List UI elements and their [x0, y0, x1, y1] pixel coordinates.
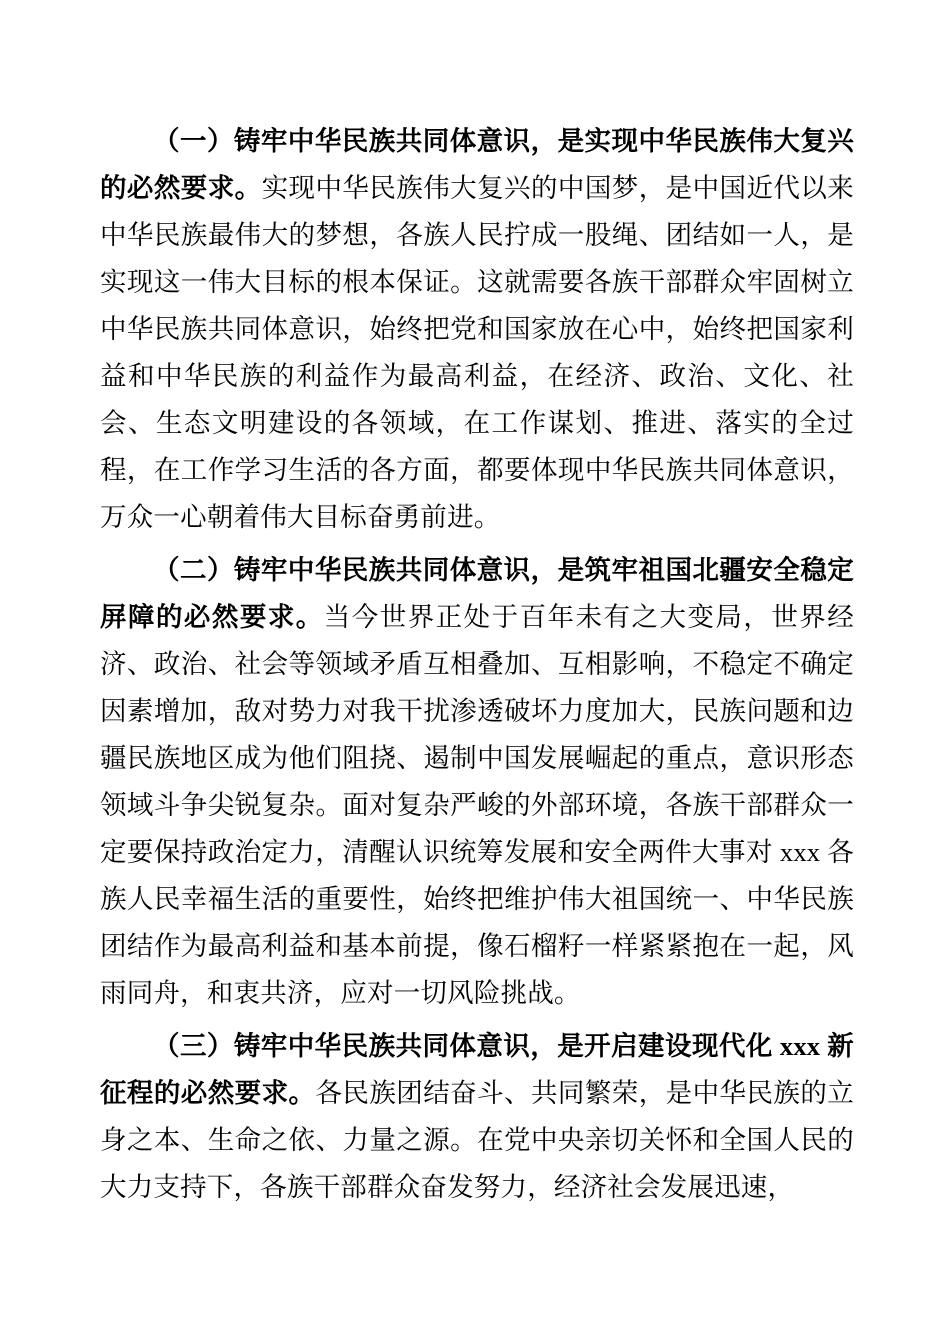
document-body [100, 118, 854, 1211]
paragraph-1-text: 实现中华民族伟大复兴的中国梦，是中国近代以来中华民族最伟大的梦想，各族人民拧成一股绳、团结如一人，是实现这一伟大目标的根本保证。这就需要各族干部群众牢固树立中华民族共同体意识，始终把党和国家放在心中，始终把国家利益和中华民族的利益作为最高利益，在经济、政治、文化、社会、生态文明建设的各领域，在工作谋划、推进、落实的全过程，在工作学习生活的各方面，都要体现中华民族共同体意识，万众一心朝着伟大目标奋勇前进。 [100, 173, 854, 532]
paragraph-2-text: 当今世界正处于百年未有之大变局，世界经济、政治、社会等领域矛盾互相叠加、互相影响，不稳定不确定因素增加，敌对势力对我干扰渗透破坏力度加大，民族问题和边疆民族地区成为他们阻挠、遏制中国发展崛起的重点，意识形态领域斗争尖锐复杂。面对复杂严峻的外部环境，各族干部群众一定要保持政治定力，清醒认识统筹发展和安全两件大事对 xxx 各族人民幸福生活的重要性，始终把维护伟大祖国统一、中华民族团结作为最高利益和基本前提，像石榴籽一样紧紧抱在一起，风雨同舟，和衷共济，应对一切风险挑战。 [100, 602, 854, 1008]
paragraph-3-lead: （三）铸牢中华民族共同体意识，是开启建设现代化 xxx 新征程的必然要求。 [100, 1031, 854, 1108]
paragraph-1-lead: （一）铸牢中华民族共同体意识，是实现中华民族伟大复兴的必然要求。 [100, 126, 854, 203]
paragraph-2 [100, 547, 854, 1017]
paragraph-3-text: 各民族团结奋斗、共同繁荣，是中华民族的立身之本、生命之依、力量之源。在党中央亲切关怀和全国人民的大力支持下，各族干部群众奋发努力，经济社会发展迅速， [100, 1078, 854, 1202]
paragraph-2-lead: （二）铸牢中华民族共同体意识，是筑牢祖国北疆安全稳定屏障的必然要求。 [100, 555, 854, 632]
paragraph-1 [100, 118, 854, 541]
paragraph-3 [100, 1023, 854, 1211]
